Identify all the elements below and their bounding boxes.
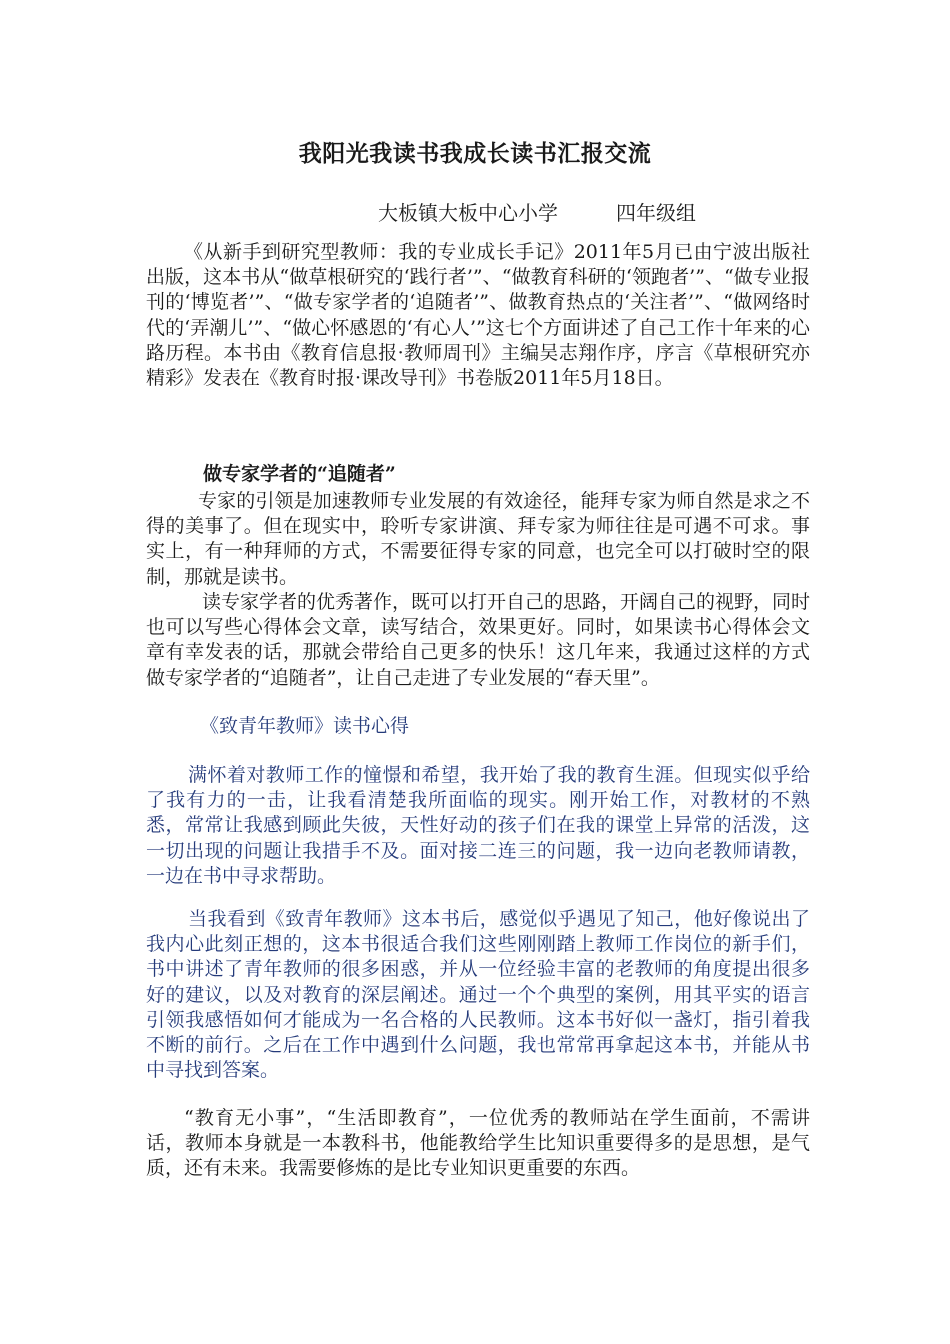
section2-paragraph-1: 满怀着对教师工作的憧憬和希望，我开始了我的教育生涯。但现实似乎给了我有力的一击，让我看清楚我所面临的现实。刚开始工作，对教材的不熟悉，常常让我感到顾此失彼，天性好动的孩子们在我的课堂上异常的活泼，这一切出现的问题让我措手不及。面对接二连三的问题，我一边向老教师请教，一边在书中寻求帮助。	[146, 764, 810, 887]
section1-paragraph-1: 专家的引领是加速教师专业发展的有效途径，能拜专家为师自然是求之不得的美事了。但在现实中，聆听专家讲演、拜专家为师往往是可遇不可求。事实上，有一种拜师的方式，不需要征得专家的同意，也完全可以打破时空的限制，那就是读书。	[146, 490, 810, 588]
document-title: 我阳光我读书我成长读书汇报交流	[298, 140, 652, 167]
section2-paragraph-2: 当我看到《致青年教师》这本书后，感觉似乎遇见了知己，他好像说出了我内心此刻正想的，这本书很适合我们这些刚刚踏上教师工作岗位的新手们，书中讲述了青年教师的很多困惑，并从一位经验丰富的老教师的角度提出很多好的建议，以及对教育的深层阐述。通过一个个典型的案例，用其平实的语言引领我感悟如何才能成为一名合格的人民教师。这本书好似一盏灯，指引着我不断的前行。之后在工作中遇到什么问题，我也常常再拿起这本书，并能从书中寻找到答案。	[146, 908, 810, 1082]
section2-paragraph-3: “教育无小事”，“生活即教育”，一位优秀的教师站在学生面前，不需讲话，教师本身就是一本教科书，他能教给学生比知识重要得多的是思想，是气质，还有未来。我需要修炼的是比专业知识更重要的东西。	[146, 1107, 810, 1180]
byline	[378, 197, 696, 226]
school-name: 大板镇大板中心小学	[378, 201, 558, 225]
grade-group: 四年级组	[616, 201, 696, 225]
intro-paragraph: 《从新手到研究型教师：我的专业成长手记》2011年5月已由宁波出版社出版，这本书从“做草根研究的‘践行者’”、“做教育科研的‘领跑者’”、“做专业报刊的‘博览者’”、“做专家学者的‘追随者’”、做教育热点的‘关注者’”、“做网络时代的‘弄潮儿’”、“做心怀感恩的‘有心人’”这七个方面讲述了自己工作十年来的心路历程。本书由《教育信息报·教师周刊》主编吴志翔作序，序言《草根研究亦精彩》发表在《教育时报·课改导刊》书卷版2011年5月18日。	[146, 241, 810, 390]
section-heading-follower: 做专家学者的“追随者”	[203, 463, 396, 485]
section-heading-book-review: 《致青年教师》读书心得	[200, 715, 410, 737]
section1-paragraph-2: 读专家学者的优秀著作，既可以打开自己的思路，开阔自己的视野，同时也可以写些心得体会文章，读写结合，效果更好。同时，如果读书心得体会文章有幸发表的话，那就会带给自己更多的快乐！这几年来，我通过这样的方式做专家学者的“追随者”，让自己走进了专业发展的“春天里”。	[146, 591, 811, 689]
